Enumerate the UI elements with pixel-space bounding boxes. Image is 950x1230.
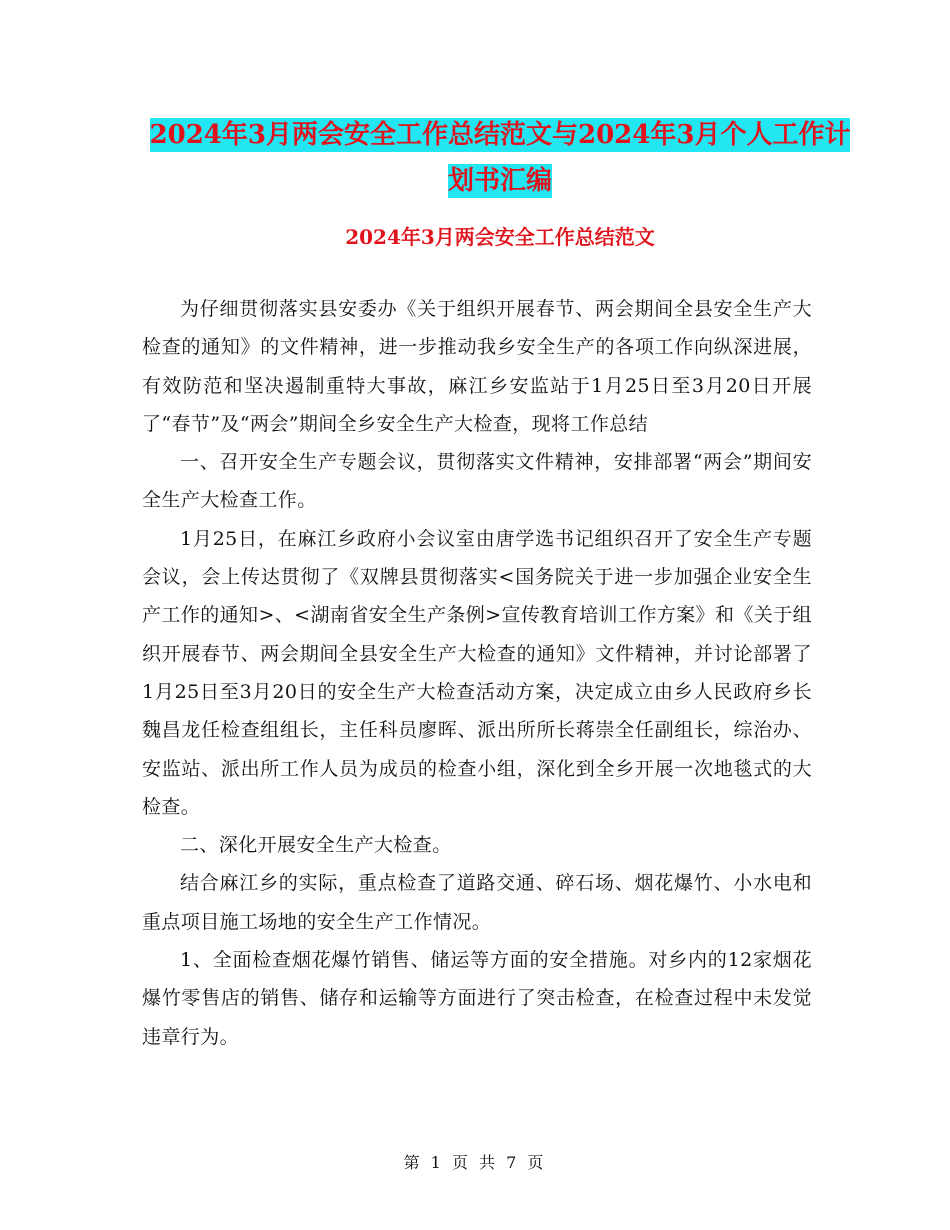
document-body [142,290,812,1056]
page-footer: 第 1 页 共 7 页 [403,1153,547,1172]
document-title [140,112,860,204]
document-title-text: 2024年3月两会安全工作总结范文与2024年3月个人工作计划书汇编 [149,120,851,196]
paragraph: 一、召开安全生产专题会议，贯彻落实文件精神，安排部署“两会”期间安全生产大检查工作。 [142,451,812,512]
paragraph: 结合麻江乡的实际，重点检查了道路交通、碎石场、烟花爆竹、小水电和重点项目施工场地的安全生产工作情况。 [142,872,812,933]
paragraph: 1、全面检查烟花爆竹销售、储运等方面的安全措施。对乡内的12家烟花爆竹零售店的销售、储存和运输等方面进行了突击检查，在检查过程中未发觉违章行为。 [142,949,812,1048]
paragraph: 二、深化开展安全生产大检查。 [180,834,452,857]
section-title: 2024年3月两会安全工作总结范文 [345,225,655,249]
paragraph: 1月25日，在麻江乡政府小会议室由唐学选书记组织召开了安全生产专题会议，会上传达贯彻了《双牌县贯彻落实<国务院关于进一步加强企业安全生产工作的通知>、<湖南省安全生产条例>宣传教育培训工作方案》和《关于组织开展春节、两会期间全县安全生产大检查的通知》文件精神，并讨论部署了1月25日至3月20日的安全生产大检查活动方案，决定成立由乡人民政府乡长魏昌龙任检查组组长，主任科员廖晖、派出所所长蒋崇全任副组长，综治办、安监站、派出所工作人员为成员的检查小组，深化到全乡开展一次地毯式的大检查。 [142,527,812,818]
paragraph: 为仔细贯彻落实县安委办《关于组织开展春节、两会期间全县安全生产大检查的通知》的文件精神，进一步推动我乡安全生产的各项工作向纵深进展，有效防范和坚决遏制重特大事故，麻江乡安监站于1月25日至3月20日开展了“春节”及“两会”期间全乡安全生产大检查，现将工作总结 [142,298,812,435]
